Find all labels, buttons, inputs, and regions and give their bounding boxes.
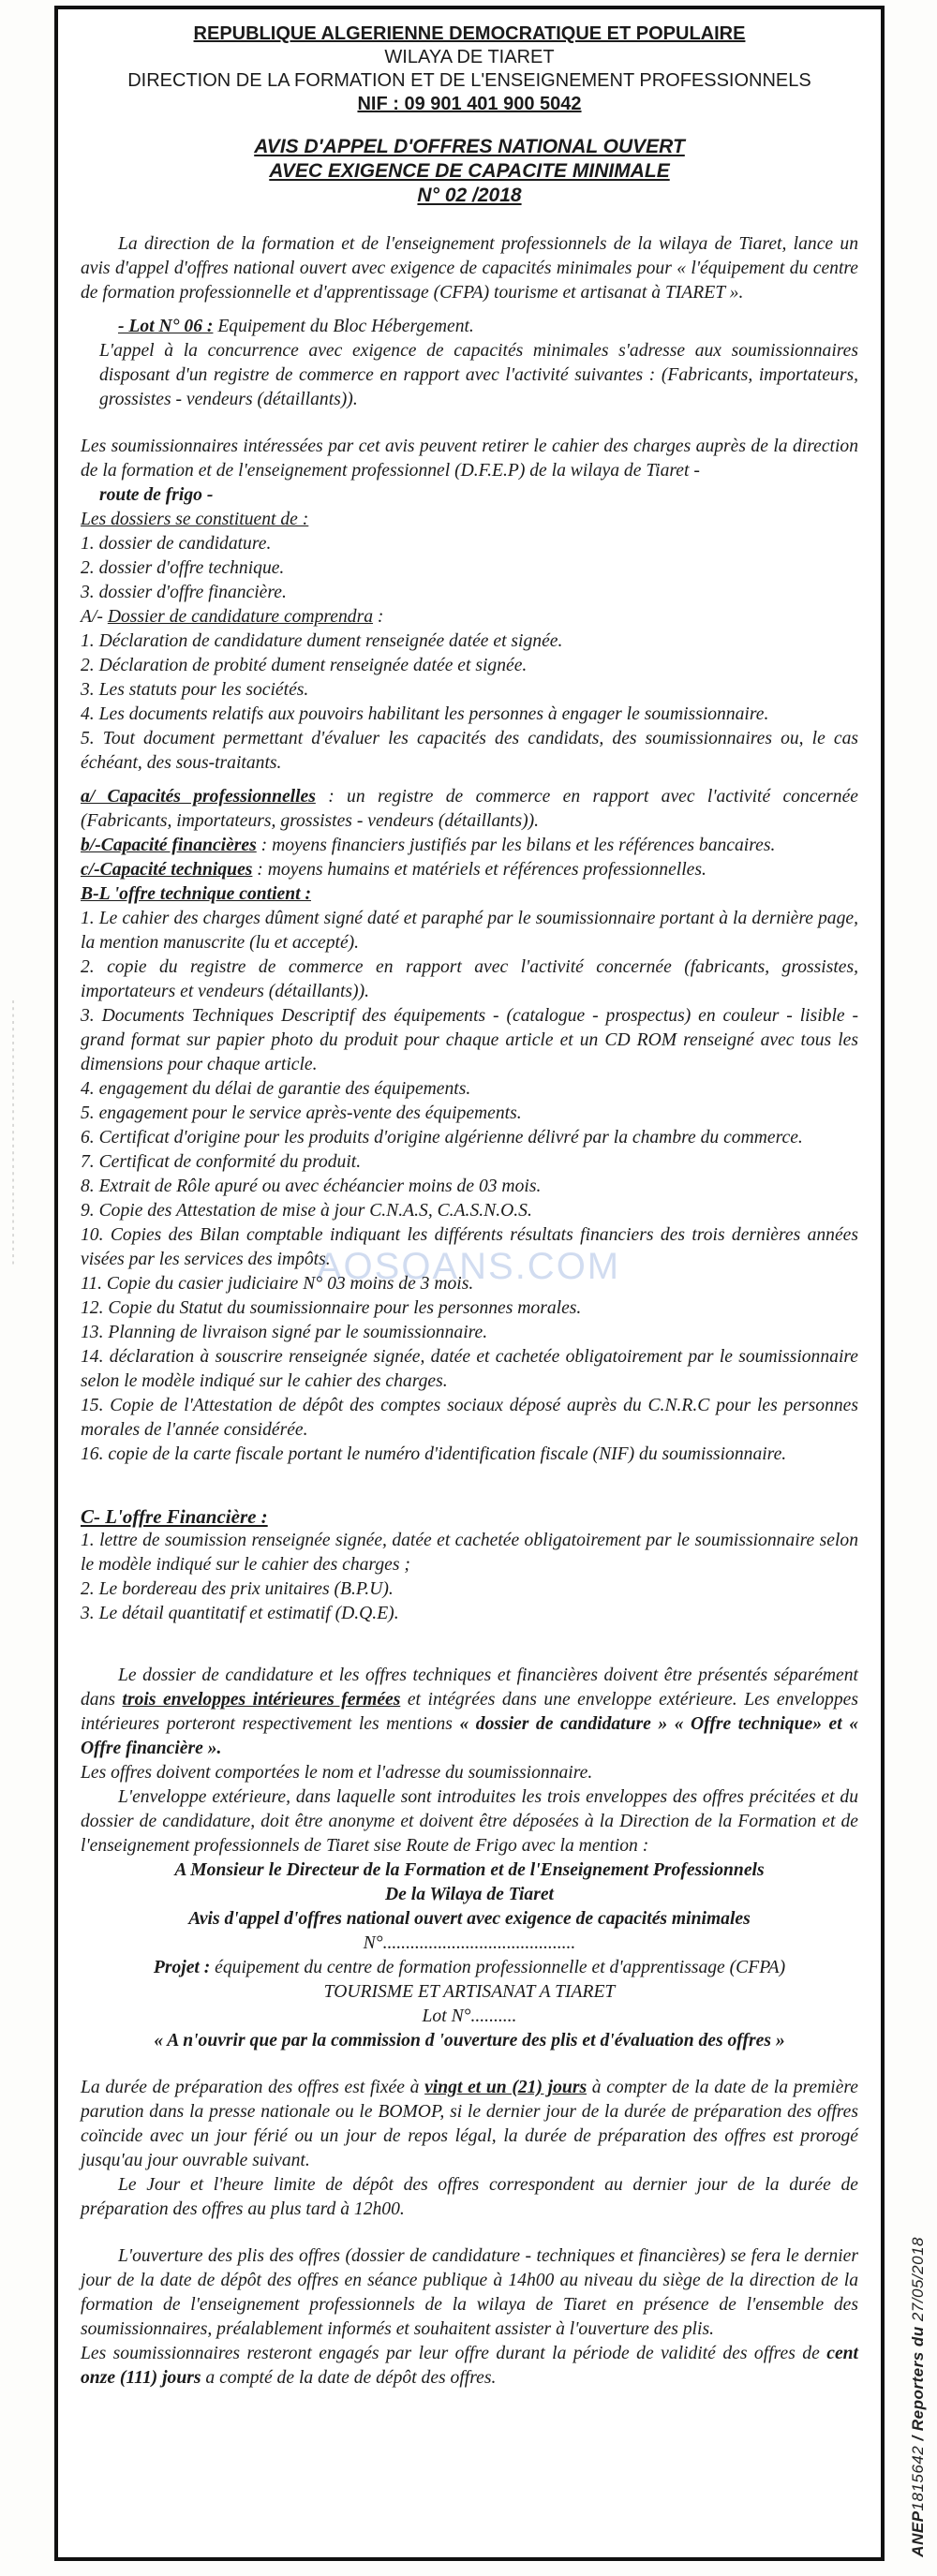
enveloppes-paragraph-2: Les offres doivent comportées le nom et l'adresse du soumissionnaire. [81,1763,593,1783]
scan-margin-marks: - - - - - - - - - - - - - - - - - - - - - - - - - - - - - - - - - - - - - - - [6,999,19,1265]
notice-title [81,135,858,208]
duree-emphasis: vingt et un (21) jours [424,2078,587,2097]
capacite-label: a/ Capacités professionnelles [81,787,316,807]
mention-projet-text: équipement du centre de formation professionnelle et d'apprentissage (CFPA) [210,1958,786,1977]
enveloppes-text-a: Le dossier de candidature et les offres techniques et financières doivent être présentés séparément dans [81,1666,858,1710]
duree-text-c: à compter de la date de la première parution dans la presse nationale ou le BOMOP, si le dernier jour de la durée de préparation des offres coïncide avec un jour férié ou un jour de repos légal, la durée de préparation des offres est prorogé jusqu'au jour ouvrable suivant. [81,2078,858,2170]
ouverture-text-c: a compté de la date de dépôt des offres. [201,2368,497,2388]
section-b [81,882,858,1467]
capacite-item [81,785,858,834]
capacite-label: c/-Capacité techniques [81,860,253,880]
capacite-text: : un registre de commerce en rapport avec l'activité concernée (Fabricants, importateurs, grossistes - vendeurs (détaillants)). [81,787,858,831]
duree-paragraph-2: Le Jour et l'heure limite de dépôt des offres correspondent au dernier jour de la durée de préparation des offres au plus tard à 12h00. [81,2175,858,2219]
lot-text: Equipement du Bloc Hébergement. [213,317,474,336]
section-c-heading: C- L'offre Financière : [81,1505,268,1528]
enveloppes-paragraph-3: L'enveloppe extérieure, dans laquelle sont introduites les trois enveloppes des offres précitées et du dossier de candidature, doit être anonyme et doivent être déposées à la Direction de la Formation et de l'enseignement professionnels de Tiaret sise Route de Frigo avec la mention : [81,1787,858,1856]
duree-text-a: La durée de préparation des offres est fixée à [81,2078,425,2097]
duree-paragraph-1 [81,2076,858,2173]
enveloppes-mentions: « dossier de candidature » « Offre technique» et « Offre financière ». [81,1714,858,1758]
dossiers-section [81,508,858,605]
candidature-item: 3. Les statuts pour les sociétés. [81,680,309,700]
section-b-list [81,907,858,1467]
section-a-prefix: A/- [81,607,103,627]
section-a-suffix: : [373,607,384,627]
title-line-1: AVIS D'APPEL D'OFFRES NATIONAL OUVERT [254,136,685,157]
capacite-text: : moyens financiers justifiés par les bilans et les références bancaires. [256,836,776,855]
appel-paragraph: L'appel à la concurrence avec exigence de capacités minimales s'adresse aux soumissionnaires disposant d'un registre de commerce en rapport avec l'activité suivantes : (Fabricants, importateurs, grossistes - vendeurs (détaillants)). [99,341,858,409]
enveloppes-paragraph-1 [81,1664,858,1761]
enveloppes-text-c: et intégrées dans une enveloppe extérieure. Les enveloppes intérieures porteront respectivement les mentions [81,1690,858,1734]
section-b-heading: B-L 'offre technique contient : [81,884,311,904]
candidature-item: 2. Déclaration de probité dument renseignée datée et signée. [81,656,528,675]
mention-projet-line-2: TOURISME ET ARTISANAT A TIARET [323,1982,616,2002]
retrait-address: route de frigo - [99,485,214,505]
capacites-list [81,785,858,882]
ouverture-emphasis: cent onze (111) jours [81,2344,858,2388]
offre-technique-item: 12. Copie du Statut du soumissionnaire pour les personnes morales. [81,1298,582,1318]
section-a-list [81,629,858,776]
section-a [81,605,858,776]
candidature-item: 1. Déclaration de candidature dument renseignée datée et signée. [81,631,563,651]
offre-financiere-item: 3. Le détail quantitatif et estimatif (D.Q.E). [81,1604,399,1623]
ouverture-paragraph-2 [81,2342,858,2391]
header-direction: DIRECTION DE LA FORMATION ET DE L'ENSEIGNEMENT PROFESSIONNELS [127,70,811,91]
ouverture-paragraph-1: L'ouverture des plis des offres (dossier de candidature - techniques et financières) se fera le dernier jour de la date de dépôt des offres en séance publique à 14h00 au niveau du siège de la direction de la formation de l'enseignement professionnels de la wilaya de Tiaret en présence de l'ensemble des soumissionnaires, préalablement informés et souhaitent assister à l'ouverture des plis. [81,2246,858,2339]
mention-line-3: Avis d'appel d'offres national ouvert avec exigence de capacités minimales [188,1909,751,1929]
capacite-item [81,858,858,882]
section-a-title: Dossier de candidature comprendra [107,607,374,627]
capacite-item [81,834,858,858]
notice-frame [54,6,885,2561]
ouverture-section [81,2244,858,2391]
offre-financiere-item: 2. Le bordereau des prix unitaires (B.P.U). [81,1579,394,1599]
enveloppes-section [81,1664,858,1858]
section-c-list [81,1529,858,1626]
watermark: AOSOANS.COM [316,1246,621,1287]
offre-technique-item: 3. Documents Techniques Descriptif des équipements - (catalogue - prospectus) en couleur - lisible - grand format sur papier photo du produit pour chaque article et un CD ROM renseigné avec tous les dimensions pour chaque article. [81,1006,858,1074]
offre-technique-item: 2. copie du registre de commerce en rapport avec l'activité concernée (fabricants, grossistes, importateurs et vendeurs (détaillants)). [81,957,858,1001]
header-wilaya: WILAYA DE TIARET [384,47,555,67]
offre-technique-item: 8. Extrait de Rôle apuré ou avec échéancier moins de 03 mois. [81,1177,542,1196]
lot-line [81,315,858,339]
mention-block [81,1858,858,2053]
dossiers-heading: Les dossiers se constituent de : [81,510,309,529]
dossiers-list [81,532,858,605]
capacite-text: : moyens humains et matériels et références professionnelles. [252,860,706,880]
offre-technique-item: 9. Copie des Attestation de mise à jour C.N.A.S, C.A.S.N.O.S. [81,1201,532,1221]
retrait-paragraph [81,435,858,508]
side-anep: ANEP [909,2510,927,2557]
mention-warning: « A n'ouvrir que par la commission d 'ouverture des plis et d'évaluation des offres » [154,2031,785,2050]
dossier-item: 3. dossier d'offre financière. [81,583,287,602]
document-header [81,22,858,116]
offre-technique-item: 6. Certificat d'origine pour les produits d'origine algérienne délivré par la chambre du commerce. [81,1128,803,1147]
dossier-item: 1. dossier de candidature. [81,534,272,554]
candidature-item: 5. Tout document permettant d'évaluer les capacités des candidats, des soumissionnaires ou, le cas échéant, des sous-traitants. [81,729,858,773]
side-source: / Reporters du [909,2321,927,2447]
side-date: 27/05/2018 [909,2237,927,2322]
mention-lot: Lot N°.......... [422,2006,517,2026]
mention-number: N°.......................................... [363,1933,576,1953]
candidature-item: 4. Les documents relatifs aux pouvoirs habilitant les personnes à engager le soumissionnaire. [81,704,769,724]
offre-technique-item: 11. Copie du casier judiciaire N° 03 moins de 3 mois. [81,1274,474,1294]
header-republic: REPUBLIQUE ALGERIENNE DEMOCRATIQUE ET POPULAIRE [193,23,746,44]
offre-technique-item: 15. Copie de l'Attestation de dépôt des comptes sociaux déposé auprès du C.N.R.C pour les personnes morales de l'année considérée. [81,1396,858,1440]
offre-technique-item: 16. copie de la carte fiscale portant le numéro d'identification fiscale (NIF) du soumissionnaire. [81,1444,787,1464]
offre-technique-item: 4. engagement du délai de garantie des équipements. [81,1079,471,1099]
dossier-item: 2. dossier d'offre technique. [81,558,285,578]
side-code: 1815642 [909,2446,927,2511]
offre-technique-item: 7. Certificat de conformité du produit. [81,1152,362,1172]
lot-label: - Lot N° 06 : [118,317,214,336]
title-number: N° 02 /2018 [417,185,522,206]
offre-technique-item: 10. Copies des Bilan comptable indiquant les différents résultats financiers des trois dernières années visées par les services des impôts. [81,1225,858,1269]
mention-projet [81,1956,858,1980]
offre-technique-item: 5. engagement pour le service après-vente des équipements. [81,1103,522,1123]
mention-projet-label: Projet : [153,1958,211,1977]
offre-technique-item: 14. déclaration à souscrire renseignée signée, datée et cachetée obligatoirement par le soumissionnaire selon le modèle indiqué sur le cahier des charges. [81,1347,858,1391]
header-nif: NIF : 09 901 401 900 5042 [357,94,582,114]
capacite-label: b/-Capacité financières [81,836,257,855]
intro-paragraph: La direction de la formation et de l'enseignement professionnels de la wilaya de Tiaret, lance un avis d'appel d'offres national ouvert avec exigence de capacités minimales pour « l'équipement du centre de formation professionnelle et d'apprentissage (CFPA) tourisme et artisanat à TIARET ». [81,234,858,303]
enveloppes-emphasis: trois enveloppes intérieures fermées [122,1690,401,1710]
mention-line-2: De la Wilaya de Tiaret [385,1885,554,1904]
mention-line-1: A Monsieur le Directeur de la Formation et de l'Enseignement Professionnels [174,1860,765,1880]
duree-section [81,2076,858,2222]
offre-technique-item: 13. Planning de livraison signé par le soumissionnaire. [81,1323,488,1342]
ouverture-text-a: Les soumissionnaires resteront engagés par leur offre durant la période de validité des offres de [81,2344,827,2363]
section-a-heading [81,605,858,629]
section-c [81,1504,858,1626]
title-line-2: AVEC EXIGENCE DE CAPACITE MINIMALE [269,160,670,182]
retrait-text: Les soumissionnaires intéressées par cet avis peuvent retirer le cahier des charges auprès de la direction de la formation et de l'enseignement professionnel (D.F.E.P) de la wilaya de Tiaret - [81,437,858,481]
offre-financiere-item: 1. lettre de soumission renseignée signée, datée et cachetée obligatoirement par le soumissionnaire selon le modèle indiqué sur le cahier des charges ; [81,1531,858,1575]
offre-technique-item: 1. Le cahier des charges dûment signé daté et paraphé par le soumissionnaire portant à la dernière page, la mention manuscrite (lu et accepté). [81,909,858,953]
publication-reference [909,2237,928,2557]
